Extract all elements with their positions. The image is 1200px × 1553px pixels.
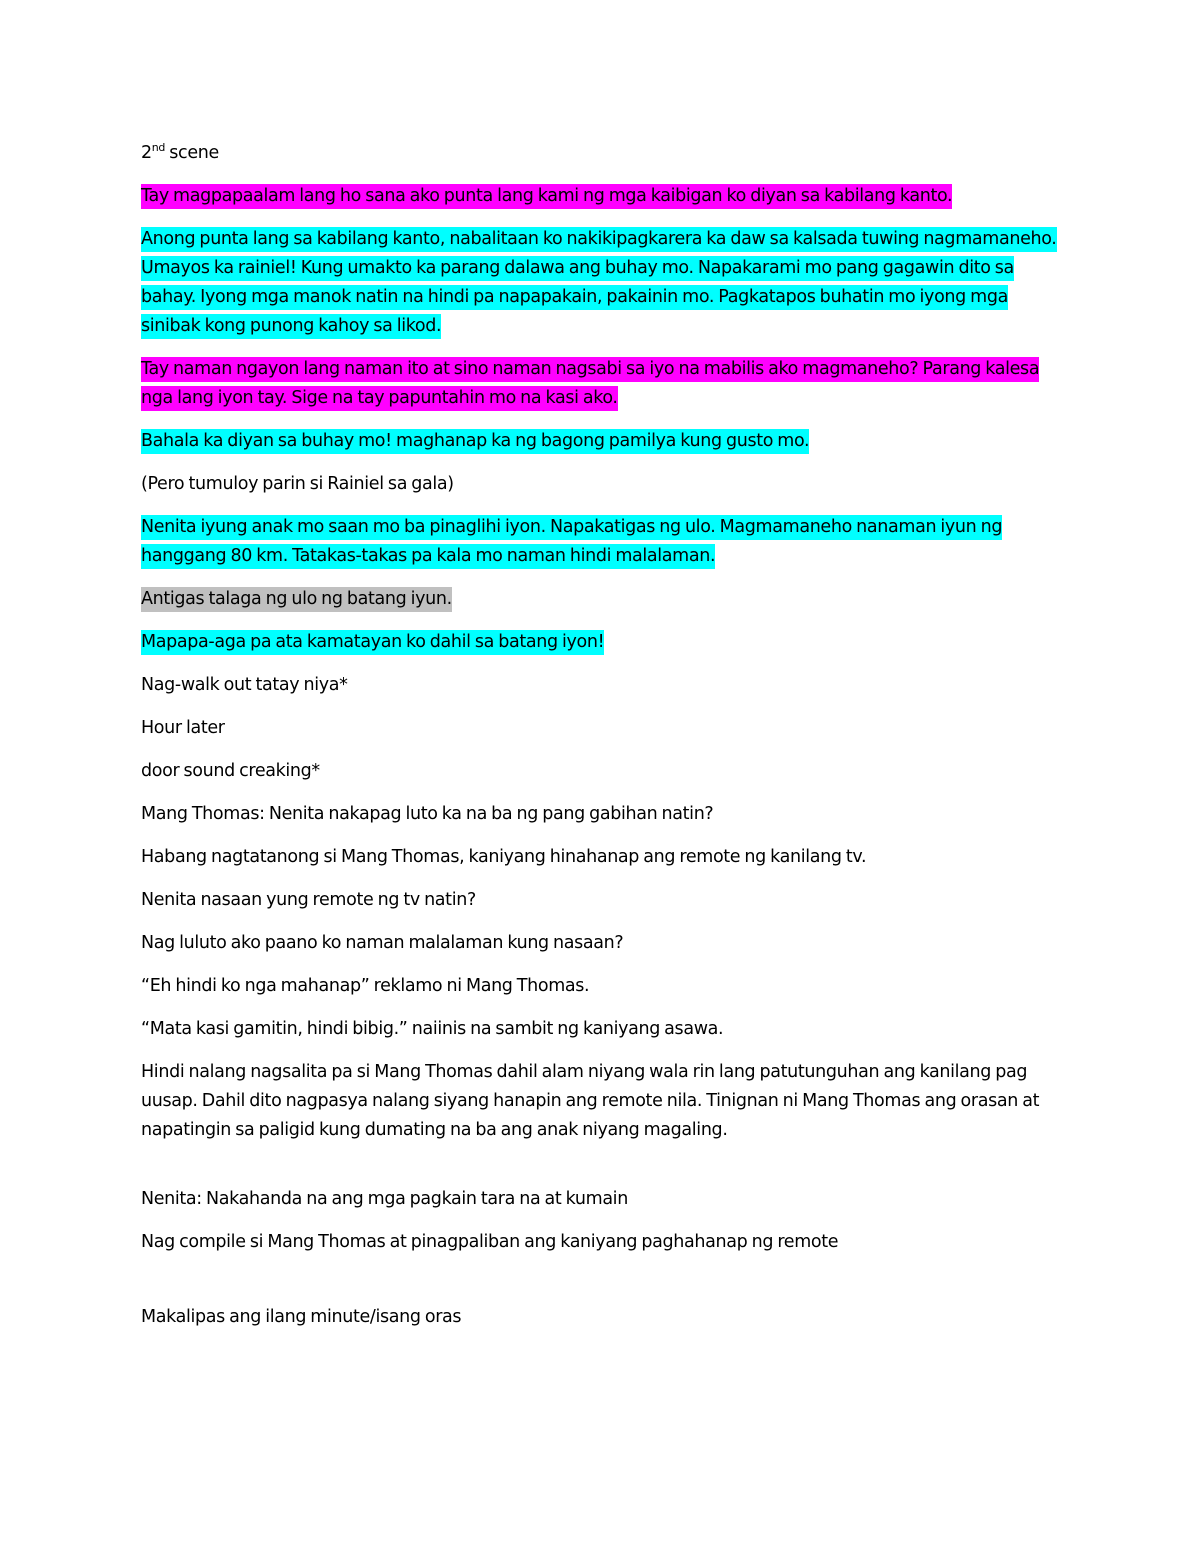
dialogue-paragraph [141,929,1061,958]
narration-paragraph [141,1058,1061,1145]
dialogue-paragraph [141,225,1061,341]
highlighted-text: Tay naman ngayon lang naman ito at sino naman nagsabi sa iyo na mabilis ako magmaneho? Parang kalesa nga lang iyon tay. Sige na tay papuntahin mo na kasi ako. [141,357,1039,411]
paragraph-text: Mang Thomas: Nenita nakapag luto ka na ba ng pang gabihan natin? [141,804,714,824]
highlighted-text: Antigas talaga ng ulo ng batang iyun. [141,587,452,612]
scene-label: scene [165,143,219,163]
paragraph-text: Makalipas ang ilang minute/isang oras [141,1307,462,1327]
paragraph-text: “Mata kasi gamitin, hindi bibig.” naiinis na sambit ng kaniyang asawa. [141,1019,724,1039]
document-page [141,139,1061,1346]
paragraph-text: “Eh hindi ko nga mahanap” reklamo ni Mang Thomas. [141,976,590,996]
highlighted-text: Nenita iyung anak mo saan mo ba pinaglihi iyon. Napakatigas ng ulo. Magmamaneho nanaman iyun ng hanggang 80 km. Tatakas-takas pa kala mo naman hindi malalaman. [141,515,1002,569]
dialogue-paragraph [141,585,1061,614]
highlighted-text: Anong punta lang sa kabilang kanto, nabalitaan ko nakikipagkarera ka daw sa kalsada tuwing nagmamaneho. Umayos ka rainiel! Kung umakto ka parang dalawa ang buhay mo. Napakarami mo pang gagawin dito sa bahay. Iyong mga manok natin na hindi pa napapakain, pakainin mo. Pagkatapos buhatin mo iyong mga sinibak kong punong kahoy sa likod. [141,227,1057,339]
dialogue-paragraph [141,800,1061,829]
paragraph-text: Habang nagtatanong si Mang Thomas, kaniyang hinahanap ang remote ng kanilang tv. [141,847,867,867]
stage-direction [141,1303,1061,1332]
paragraph-text: Hour later [141,718,225,738]
dialogue-paragraph [141,355,1061,413]
stage-direction [141,757,1061,786]
ordinal-suffix: nd [151,141,166,154]
highlighted-text: Tay magpapaalam lang ho sana ako punta lang kami ng mga kaibigan ko diyan sa kabilang kanto. [141,184,952,209]
paragraph-text: Nag compile si Mang Thomas at pinagpaliban ang kaniyang paghahanap ng remote [141,1232,839,1252]
paragraph-text: Hindi nalang nagsalita pa si Mang Thomas dahil alam niyang wala rin lang patutunguhan ang kanilang pag uusap. Dahil dito nagpasya nalang siyang hanapin ang remote nila. Tinignan ni Mang Thomas ang orasan at napatingin sa paligid kung dumating na ba ang anak niyang magaling. [141,1062,1040,1140]
paragraph-text: Nenita nasaan yung remote ng tv natin? [141,890,476,910]
highlighted-text: Mapapa-aga pa ata kamatayan ko dahil sa batang iyon! [141,630,604,655]
dialogue-paragraph [141,513,1061,571]
dialogue-paragraph [141,1015,1061,1044]
dialogue-paragraph [141,182,1061,211]
narration-paragraph [141,843,1061,872]
highlighted-text: Bahala ka diyan sa buhay mo! maghanap ka ng bagong pamilya kung gusto mo. [141,429,809,454]
scene-heading [141,139,1061,168]
stage-direction [141,714,1061,743]
dialogue-paragraph [141,886,1061,915]
paragraph-text: Nag luluto ako paano ko naman malalaman kung nasaan? [141,933,624,953]
dialogue-paragraph [141,1185,1061,1214]
dialogue-paragraph [141,972,1061,1001]
paragraph-text: (Pero tumuloy parin si Rainiel sa gala) [141,474,454,494]
narration-paragraph [141,1228,1061,1257]
paragraph-text: door sound creaking* [141,761,320,781]
paragraph-text: Nenita: Nakahanda na ang mga pagkain tara na at kumain [141,1189,628,1209]
dialogue-paragraph [141,427,1061,456]
stage-direction [141,671,1061,700]
stage-direction [141,470,1061,499]
scene-number: 2 [141,143,152,163]
dialogue-paragraph [141,628,1061,657]
paragraph-text: Nag-walk out tatay niya* [141,675,348,695]
